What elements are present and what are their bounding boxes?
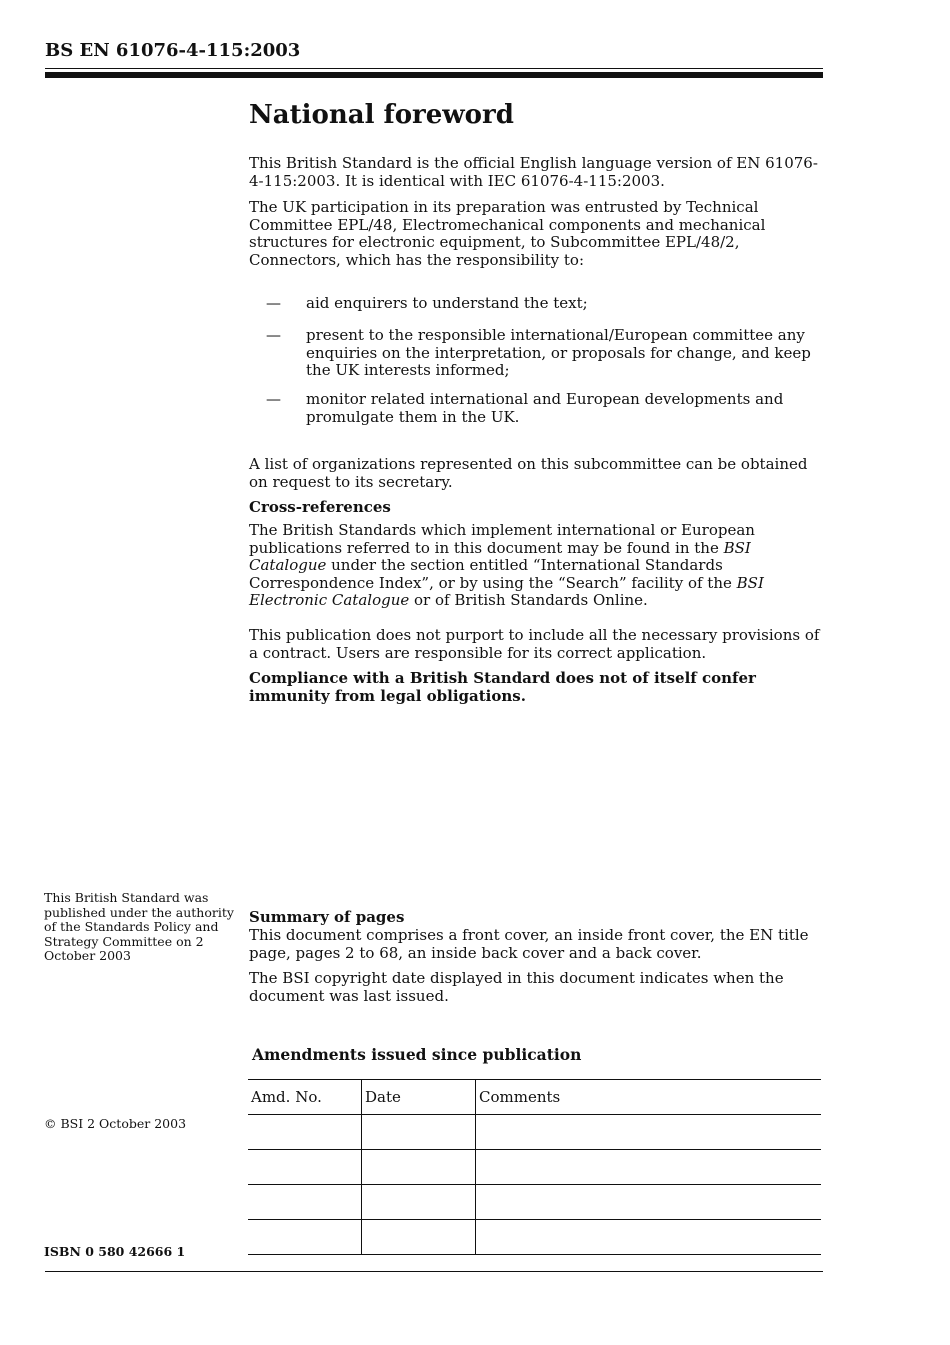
foreword-paragraph-4: This publication does not purport to include all the necessary provisions of a contract. Users are responsible for its correct application.	[249, 626, 820, 662]
summary-paragraph-2: The BSI copyright date displayed in this document indicates when the document was last issued.	[249, 969, 784, 1005]
table-cell	[362, 1185, 476, 1220]
summary-paragraph-1: This document comprises a front cover, an inside front cover, the EN title page, pages 2 to 68, an inside back cover and a back cover.	[249, 926, 809, 962]
bullet-dash: —	[266, 326, 281, 344]
compliance-statement: Compliance with a British Standard does not of itself confer immunity from legal obligations.	[249, 669, 756, 705]
header-rule-thin	[45, 68, 823, 69]
amendments-title: Amendments issued since publication	[252, 1045, 582, 1064]
page-title: National foreword	[249, 100, 514, 130]
crossref-text-3: or of British Standards Online.	[409, 591, 648, 609]
copyright-notice: © BSI 2 October 2003	[44, 1116, 187, 1131]
table-cell	[476, 1115, 822, 1150]
crossref-paragraph	[249, 522, 825, 610]
foreword-paragraph-3: A list of organizations represented on this subcommittee can be obtained on request to its secretary.	[249, 455, 808, 491]
table-cell	[248, 1220, 362, 1255]
table-cell	[362, 1150, 476, 1185]
bullet-dash: —	[266, 294, 281, 312]
crossref-heading: Cross-references	[249, 498, 391, 516]
published-note: This British Standard was published under the authority of the Standards Policy and Strategy Committee on 2 October 2003	[44, 890, 234, 963]
table-cell	[362, 1115, 476, 1150]
crossref-electronic-catalogue: BSI Electronic Catalogue	[249, 573, 764, 609]
table-header-row	[248, 1080, 821, 1115]
column-header-date: Date	[362, 1080, 476, 1115]
bullet-item-3: monitor related international and European developments and promulgate them in the UK.	[306, 390, 784, 426]
table-cell	[476, 1185, 822, 1220]
bullet-item-2: present to the responsible international/European committee any enquiries on the interpretation, or proposals for change, and keep the UK interests informed;	[306, 326, 811, 379]
table-cell	[248, 1115, 362, 1150]
table-cell	[362, 1220, 476, 1255]
footer-rule	[45, 1271, 823, 1272]
bullet-dash: —	[266, 390, 281, 408]
table-row	[248, 1220, 821, 1255]
table-cell	[476, 1150, 822, 1185]
table-cell	[476, 1220, 822, 1255]
foreword-paragraph-1: This British Standard is the official English language version of EN 61076-4-115:2003. It is identical with IEC 61076-4-115:2003.	[249, 154, 818, 190]
bullet-item-1: aid enquirers to understand the text;	[306, 294, 588, 312]
table-cell	[248, 1185, 362, 1220]
table-row	[248, 1115, 821, 1150]
isbn: ISBN 0 580 42666 1	[44, 1244, 186, 1259]
crossref-catalogue: BSI Catalogue	[249, 538, 751, 574]
table-row	[248, 1150, 821, 1185]
crossref-text-1: The British Standards which implement international or European publications referred to in this document may be found in the	[249, 521, 755, 557]
document-id: BS EN 61076-4-115:2003	[45, 40, 301, 61]
table-cell	[248, 1150, 362, 1185]
table-row	[248, 1185, 821, 1220]
header-rule-thick	[45, 72, 823, 78]
column-header-amd-no: Amd. No.	[248, 1080, 362, 1115]
amendments-table	[248, 1079, 821, 1255]
foreword-paragraph-2: The UK participation in its preparation was entrusted by Technical Committee EPL/48, Electromechanical components and mechanical structures for electronic equipment, to Subcommittee EPL/48/2, Connectors, which has the responsibility to:	[249, 198, 766, 269]
summary-heading: Summary of pages	[249, 908, 405, 926]
crossref-text-2: under the section entitled “International Standards Correspondence Index”, or by using the “Search” facility of the	[249, 556, 737, 592]
column-header-comments: Comments	[476, 1080, 822, 1115]
